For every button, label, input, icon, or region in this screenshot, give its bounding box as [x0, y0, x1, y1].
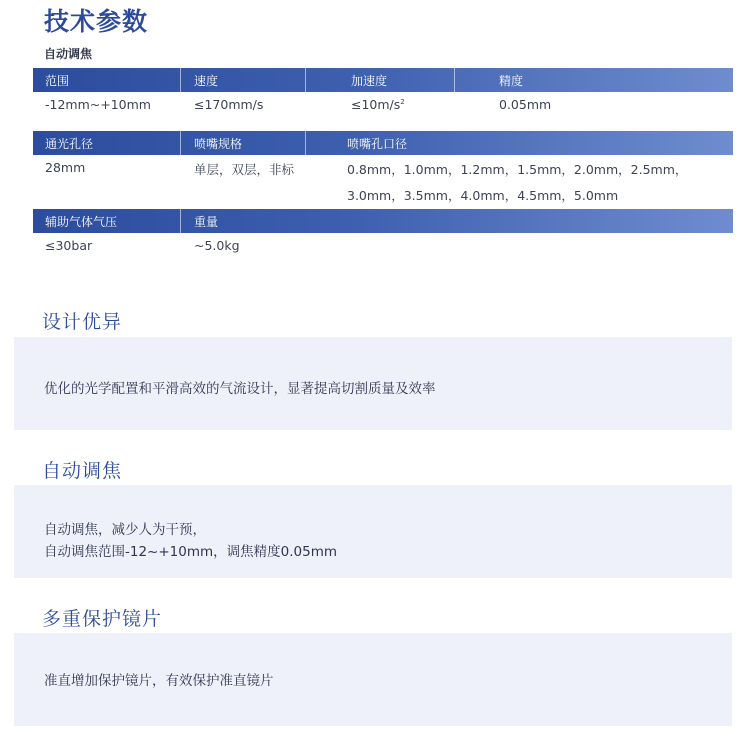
header-weight: 重量 — [194, 215, 219, 229]
section-title-autofocus: 自动调焦 — [42, 460, 123, 482]
feature-panel-autofocus — [14, 485, 732, 578]
value-acceleration-text: ≤10m/s — [351, 97, 401, 112]
spec-table-header-2 — [33, 131, 733, 155]
header-gas-pressure: 辅助气体气压 — [45, 215, 118, 229]
value-speed: ≤170mm/s — [194, 97, 264, 112]
feature-text: 准直增加保护镜片，有效保护准直镜片 — [44, 673, 274, 689]
value-weight: ~5.0kg — [194, 238, 240, 253]
feature-panel-protection — [14, 633, 732, 726]
header-divider — [305, 131, 306, 155]
header-aperture: 通光孔径 — [45, 137, 94, 151]
section-title-protection: 多重保护镜片 — [42, 608, 163, 630]
header-divider — [180, 68, 181, 92]
spec-table-header-1 — [33, 68, 733, 92]
value-acceleration — [351, 97, 405, 112]
feature-panel-design — [14, 337, 732, 430]
value-aperture: 28mm — [45, 160, 86, 175]
header-divider — [180, 209, 181, 233]
value-precision: 0.05mm — [499, 97, 552, 112]
header-speed: 速度 — [194, 74, 219, 88]
header-divider — [454, 68, 455, 92]
feature-text-line1: 自动调焦，减少人为干预， — [44, 522, 206, 538]
page-title: 技术参数 — [44, 7, 149, 36]
section-title-design: 设计优异 — [42, 311, 123, 333]
value-range: -12mm~+10mm — [45, 97, 151, 112]
value-nozzle-spec: 单层，双层，非标 — [194, 162, 295, 177]
value-gas-pressure: ≤30bar — [45, 238, 93, 253]
section-subtitle: 自动调焦 — [44, 47, 93, 61]
feature-text: 优化的光学配置和平滑高效的气流设计，显著提高切割质量及效率 — [44, 381, 436, 397]
header-divider — [180, 131, 181, 155]
header-nozzle-diameter: 喷嘴孔口径 — [347, 137, 408, 151]
value-acceleration-exponent: 2 — [400, 97, 405, 106]
value-nozzle-diameter-line1: 0.8mm，1.0mm，1.2mm，1.5mm，2.0mm，2.5mm， — [347, 162, 688, 177]
header-nozzle-spec: 喷嘴规格 — [194, 137, 243, 151]
header-precision: 精度 — [499, 74, 524, 88]
header-acceleration: 加速度 — [351, 74, 388, 88]
value-nozzle-diameter-line2: 3.0mm，3.5mm，4.0mm，4.5mm，5.0mm — [347, 188, 619, 203]
spec-table-header-3 — [33, 209, 733, 233]
header-range: 范围 — [45, 74, 70, 88]
feature-text-line2: 自动调焦范围-12~+10mm，调焦精度0.05mm — [44, 544, 338, 560]
header-divider — [305, 68, 306, 92]
